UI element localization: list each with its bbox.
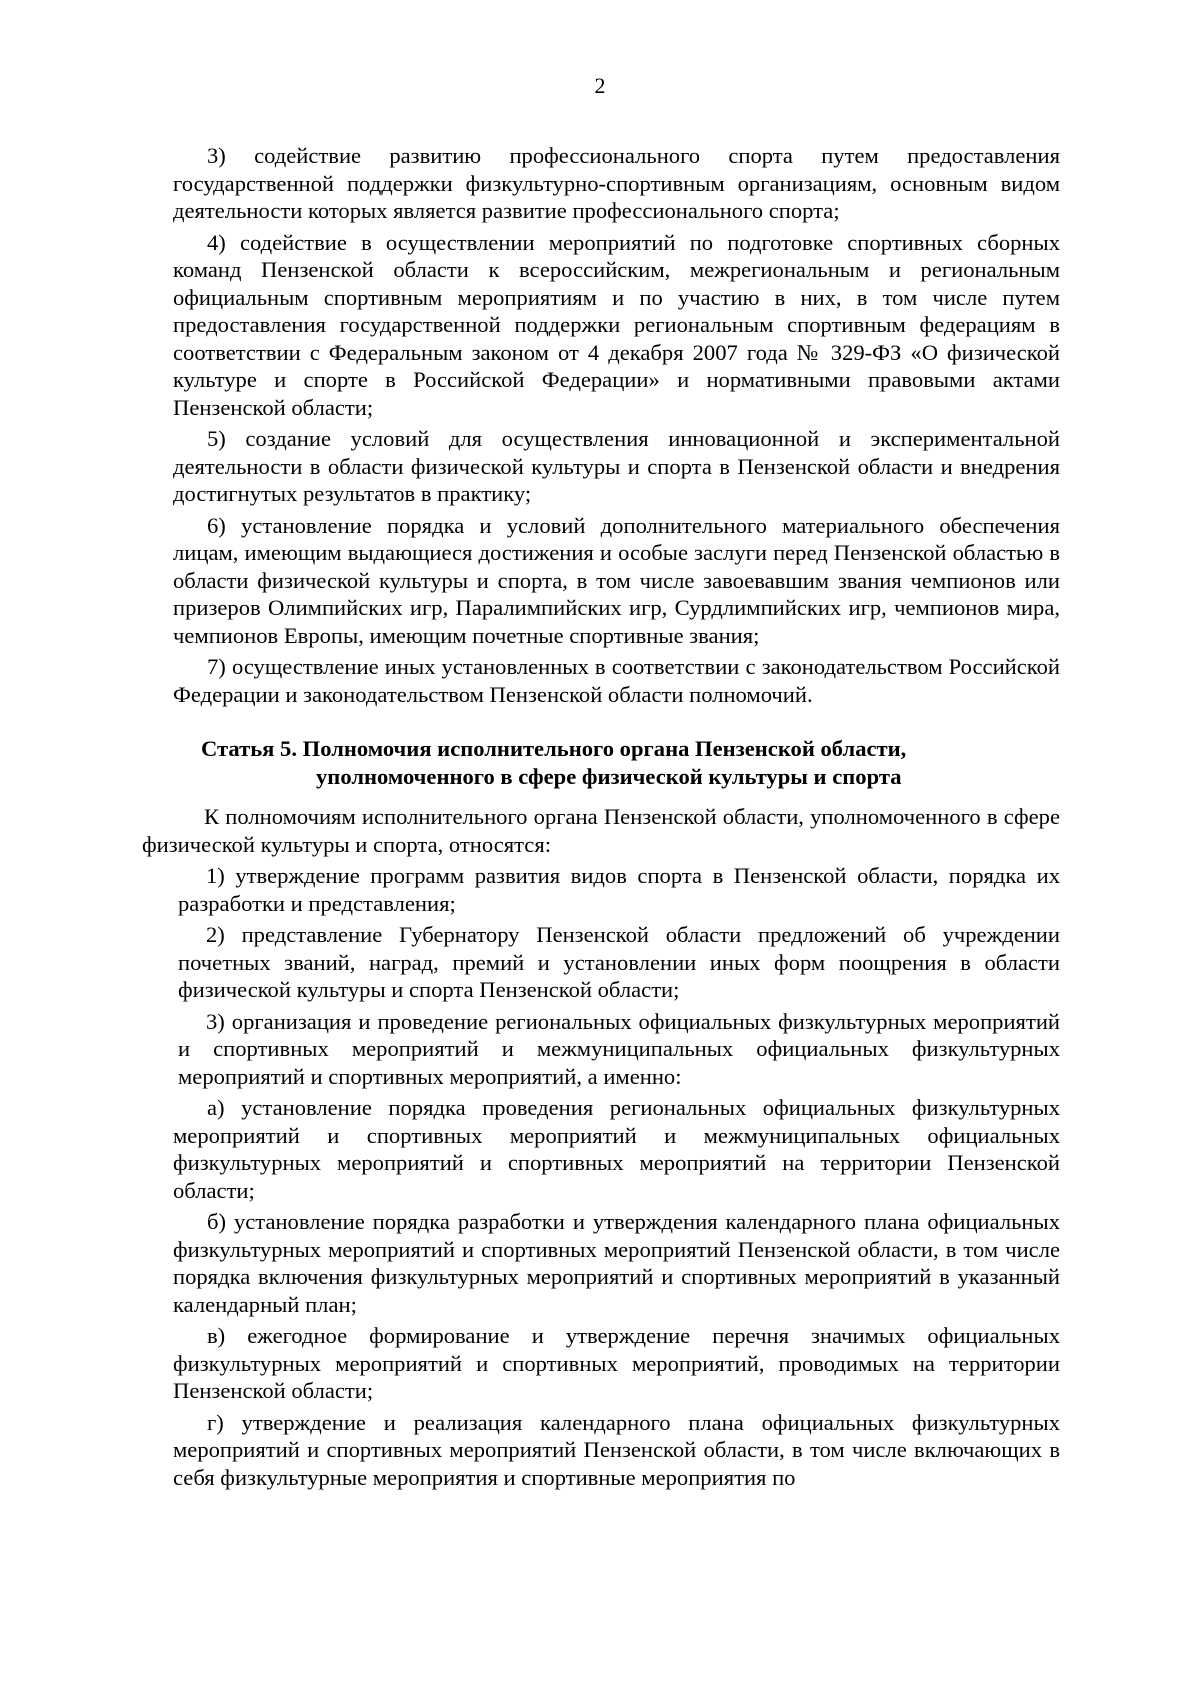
article-5-heading <box>173 735 1060 791</box>
document-body <box>142 142 1060 1495</box>
article-5-subitem-a: а) установление порядка проведения региональных официальных физкультурных мероприятий и спортивных мероприятий и межмуниципальных официальных физкультурных мероприятий и спортивных мероприятий на территории Пензенской области; <box>173 1095 1060 1203</box>
list-item-7: 7) осуществление иных установленных в соответствии с законодательством Российской Федерации и законодательством Пензенской области полномочий. <box>173 654 1060 707</box>
list-item-5: 5) создание условий для осуществления инновационной и экспериментальной деятельности в области физической культуры и спорта в Пензенской области и внедрения достигнутых результатов в практику; <box>173 426 1060 506</box>
article-5-subitem-v: в) ежегодное формирование и утверждение перечня значимых официальных физкультурных мероприятий и спортивных мероприятий, проводимых на территории Пензенской области; <box>173 1323 1060 1403</box>
article-5-heading-line2: уполномоченного в сфере физической культуры и спорта <box>316 764 902 789</box>
list-item-4: 4) содействие в осуществлении мероприятий по подготовке спортивных сборных команд Пензенской области к всероссийским, межрегиональным и региональным официальным спортивным мероприятиям и по участию в них, в том числе путем предоставления государственной поддержки региональным спортивным федерациям в соответствии с Федеральным законом от 4 декабря 2007 года № 329-ФЗ «О физической культуре и спорте в Российской Федерации» и нормативными правовыми актами Пензенской области; <box>173 229 1060 420</box>
list-item-3: 3) содействие развитию профессионального спорта путем предоставления государственной поддержки физкультурно-спортивным организациям, основным видом деятельности которых является развитие профессионального спорта; <box>173 143 1060 223</box>
article-5-heading-line1: Статья 5. Полномочия исполнительного органа Пензенской области, <box>201 736 907 761</box>
article-5-intro: К полномочиям исполнительного органа Пензенской области, уполномоченного в сфере физической культуры и спорта, относятся: <box>142 804 1060 857</box>
article-5-subitem-g: г) утверждение и реализация календарного плана официальных физкультурных мероприятий и спортивных мероприятий Пензенской области, в том числе включающих в себя физкультурные мероприятия и спортивные мероприятия по <box>173 1409 1060 1490</box>
page-number: 2 <box>594 73 606 98</box>
article-5-item-2: 2) представление Губернатору Пензенской области предложений об учреждении почетных званий, наград, премий и установлении иных форм поощрения в области физической культуры и спорта Пензенской области; <box>178 922 1060 1002</box>
article-5-subitem-b: б) установление порядка разработки и утверждения календарного плана официальных физкультурных мероприятий и спортивных мероприятий Пензенской области, в том числе порядка включения физкультурных мероприятий и спортивных мероприятий в указанный календарный план; <box>173 1209 1060 1317</box>
list-item-6: 6) установление порядка и условий дополнительного материального обеспечения лицам, имеющим выдающиеся достижения и особые заслуги перед Пензенской областью в области физической культуры и спорта, в том числе завоевавшим звания чемпионов или призеров Олимпийских игр, Паралимпийских игр, Сурдлимпийских игр, чемпионов мира, чемпионов Европы, имеющим почетные спортивные звания; <box>173 512 1060 648</box>
article-5-item-1: 1) утверждение программ развития видов спорта в Пензенской области, порядка их разработки и представления; <box>178 863 1060 916</box>
article-5-item-3: 3) организация и проведение региональных официальных физкультурных мероприятий и спортивных мероприятий и межмуниципальных официальных физкультурных мероприятий и спортивных мероприятий, а именно: <box>178 1008 1060 1089</box>
